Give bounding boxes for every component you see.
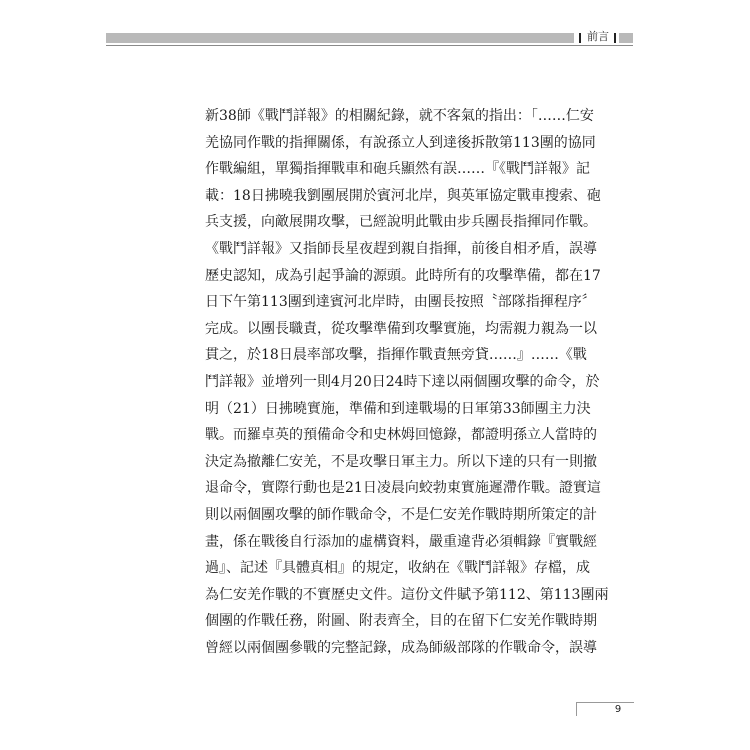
text-line: 個團的作戰任務，附圖、附表齊全，目的在留下仁安羌作戰時期 (205, 613, 597, 630)
text-line: 決定為撤離仁安羌，不是攻擊日軍主力。所以下達的只有一則撤 (205, 453, 597, 470)
text-line: 新38師《戰鬥詳報》的相關紀錄，就不客氣的指出：「……仁安 (205, 108, 594, 124)
header-band (106, 33, 574, 43)
text-line: 載：18日拂曉我劉團展開於賓河北岸，與英軍協定戰車搜索、砲 (205, 187, 601, 204)
text-line: 完成。以團長職責，從攻擊準備到攻擊實施，均需親力親為一以 (205, 320, 597, 337)
text-line: 鬥詳報》並增列一則4月20日24時下達以兩個團攻擊的命令，於 (205, 373, 600, 390)
header-separator-left (579, 33, 581, 43)
footer-rule-tick (576, 702, 577, 716)
text-line: 過』、記述『具體真相』的規定，收納在《戰鬥詳報》存檔，成 (205, 560, 590, 577)
text-line: 明（21）日拂曉實施，準備和到達戰場的日軍第33師團主力決 (205, 400, 591, 417)
text-line: 為仁安羌作戰的不實歷史文件。這份文件賦予第112、第113團兩 (205, 586, 609, 603)
header-separator-right (614, 33, 616, 43)
text-line: 退命令，實際行動也是21日凌晨向蛟勃東實施遲滯作戰。證實這 (205, 480, 601, 497)
text-line: 《戰鬥詳報》又指師長星夜趕到親自指揮，前後自相矛盾，誤導 (205, 240, 597, 257)
running-header-title: 前言 (587, 30, 609, 43)
text-line: 戰。而羅卓英的預備命令和史林姆回憶錄，都證明孫立人當時的 (205, 427, 597, 444)
text-line: 羌協同作戰的指揮關係，有說孫立人到達後拆散第113團的協同 (205, 134, 596, 151)
body-paragraph (205, 103, 609, 661)
text-line: 作戰編組，單獨指揮戰車和砲兵顯然有誤……『《戰鬥詳報》記 (205, 161, 590, 178)
text-line: 兵支援，向敵展開攻擊，已經說明此戰由步兵團長指揮同作戰。 (205, 214, 597, 231)
text-line: 日下午第113團到達賓河北岸時，由團長按照〝部隊指揮程序〞 (205, 294, 596, 311)
text-line: 則以兩個團攻擊的師作戰命令，不是仁安羌作戰時期所策定的計 (205, 506, 597, 523)
header-band-tail (619, 33, 633, 43)
page-number: 9 (614, 704, 622, 715)
text-line: 歷史認知，成為引起爭論的源頭。此時所有的攻擊準備，都在17 (205, 267, 601, 284)
text-line: 畫，係在戰後自行添加的虛構資料，嚴重違背必須輯錄『實戰經 (205, 533, 597, 550)
header-rule (106, 45, 633, 46)
text-line: 貫之，於18日晨率部攻擊，指揮作戰責無旁貸……』……《戰 (205, 347, 587, 364)
text-line: 曾經以兩個團參戰的完整記錄，成為師級部隊的作戰命令，誤導 (205, 639, 597, 656)
